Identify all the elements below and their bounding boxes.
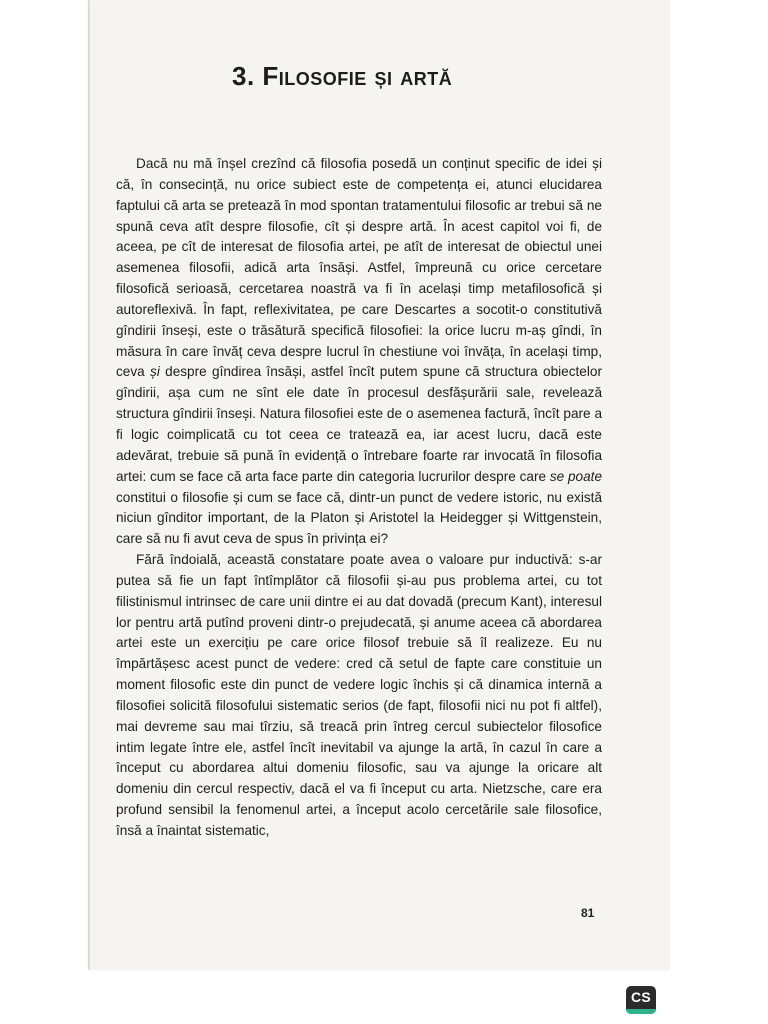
text-segment: Fără îndoială, această constatare poate avea o valoare pur inductivă: s-ar putea să fie un fapt întîmplător că filosofii și-au pus problema artei, cu tot filistinismul intrinsec de care unii dintre ei au dat dovadă (precum Kant), interesul lor pentru artă putînd proveni dintr-o prejudecată, și anume aceea că abordarea artei este un exercițiu pe care orice filosof trebuie să îl realizeze. Eu nu împărtășesc acest punct de vedere: cred că setul de fapte care constituie un moment filosofic este din punct de vedere logic închis și că dinamica internă a filosofiei solicită filosofului sistematic serios (de fapt, filosofii nici nu pot fi altfel), mai devreme sau mai tîrziu, să treacă prin întreg cercul subiectelor filosofice intim legate între ele, astfel încît inevitabil va ajunge la artă, în cazul în care a început cu abordarea altui domeniu filosofic, sau va ajunge la oricare alt domeniu din cercul respectiv, dacă el va fi început cu arta. Nietzsche, care era profund sensibil la fenomenul artei, a început acolo cercetările sale filosofice, însă a înaintat sistematic,	[116, 552, 602, 838]
cs-accent-bar	[626, 1009, 656, 1014]
chapter-body	[116, 154, 602, 842]
text-segment: Dacă nu mă înșel crezînd că filosofia posedă un conținut specific de idei și că, în consecință, nu orice subiect este de competența ei, atunci elucidarea faptului că arta se pretează în mod spontan tratamentului filosofic ar trebui să ne spună ceva atît despre filosofie, cît și despre artă. În acest capitol voi fi, de aceea, pe cît de interesat de filosofia artei, pe atît de interesat de obiectul unei asemenea filosofii, adică arta însăși. Astfel, împreună cu orice cercetare filosofică serioasă, cercetarea noastră va fi în același timp metafilosofică și autoreflexivă. În fapt, reflexivitatea, pe care Descartes a socotit-o constitutivă gîndirii înseși, este o trăsătură specifică filosofiei: la orice lucru m-aș gîndi, în măsura în care învăț ceva despre lucrul în chestiune voi învăța, în același timp, ceva	[116, 156, 602, 380]
text-segment: despre gîndirea însăși, astfel încît putem spune că structura obiectelor gîndirii, așa cum ne sînt ele date în procesul desfășurării sale, revelează structura gîndirii înseși. Natura filosofiei este de o asemenea factură, încît pare a fi logic coimplicată cu tot ceea ce tratează ea, iar acest lucru, dacă este adevărat, trebuie să pună în evidență o întrebare foarte rar invocată în filosofia artei: cum se face că arta face parte din categoria lucrurilor despre care	[116, 364, 602, 484]
camscanner-badge	[626, 986, 656, 1014]
paragraph-1	[116, 154, 602, 550]
page-number: 81	[581, 906, 595, 920]
italic-segment: și	[150, 364, 160, 380]
text-segment: constitui o filosofie și cum se face că, dintr-un punct de vedere istoric, nu există niciun gînditor important, de la Platon și Aristotel la Heidegger și Wittgenstein, care să nu fi avut ceva de spus în privința ei?	[116, 489, 602, 547]
cs-logo-icon: CS	[630, 989, 652, 1005]
italic-segment: se poate	[549, 468, 603, 484]
chapter-title: 3. Filosofie și artă	[232, 61, 453, 92]
paragraph-2	[116, 550, 602, 842]
